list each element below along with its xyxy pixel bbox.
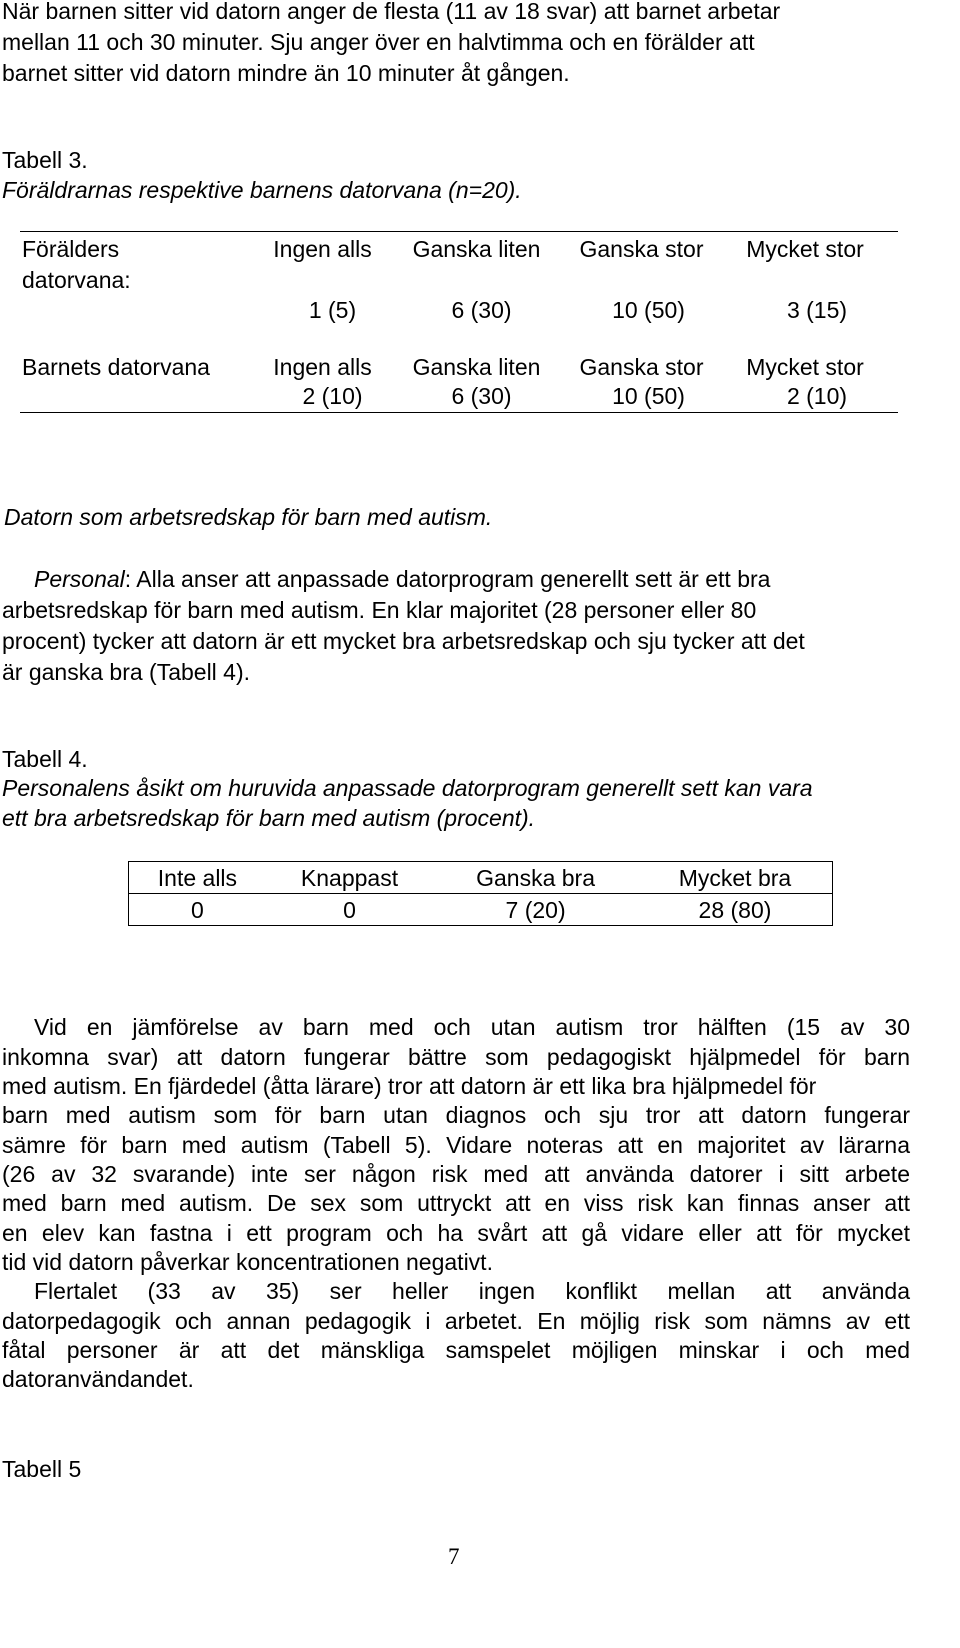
table3-header-1: Ingen alls xyxy=(273,236,372,262)
personal-line-1-rest: : Alla anser att anpassade datorprogram generellt sett är ett bra xyxy=(124,566,771,592)
para1-line-4: barn med autism som för barn utan diagnos och sju tror att datorn fungerar xyxy=(2,1102,910,1128)
intro-line-1: När barnen sitter vid datorn anger de flesta (11 av 18 svar) att barnet arbetar xyxy=(2,0,781,24)
table3-header-2: Ganska liten xyxy=(412,236,541,262)
table4-value-4: 28 (80) xyxy=(638,894,833,926)
table4-value-2: 0 xyxy=(266,894,433,926)
para1-line-7: med barn med autism. De sex som uttryckt att en viss risk kan finnas anser att xyxy=(2,1190,910,1216)
table4-label: Tabell 4. xyxy=(2,746,88,772)
table3-child-value-1: 2 (10) xyxy=(302,383,363,409)
table4-value-3: 7 (20) xyxy=(433,894,638,926)
personal-line-3: procent) tycker att datorn är ett mycket bra arbetsredskap och sju tycker att det xyxy=(2,628,805,654)
table3-parent-label-2: datorvana: xyxy=(22,267,131,293)
para1-line-1: Vid en jämförelse av barn med och utan autism tror hälften (15 av 30 xyxy=(34,1014,910,1040)
table3-parent-value-2: 6 (30) xyxy=(451,297,512,323)
table4-header-1: Inte alls xyxy=(129,862,266,894)
para1-line-6: (26 av 32 svarande) inte ser någon risk med att använda datorer i sitt arbete xyxy=(2,1161,910,1187)
para1-line-5: sämre för barn med autism (Tabell 5). Vidare noteras att en majoritet av lärarna xyxy=(2,1132,910,1158)
table3-top-rule xyxy=(20,231,898,232)
table3-child-header-1: Ingen alls xyxy=(273,354,372,380)
table3-header-4: Mycket stor xyxy=(746,236,864,262)
table4-value-row xyxy=(129,894,833,926)
intro-line-3: barnet sitter vid datorn mindre än 10 minuter åt gången. xyxy=(2,60,570,86)
personal-line-1 xyxy=(34,564,770,594)
personal-line-4: är ganska bra (Tabell 4). xyxy=(2,659,251,685)
personal-lead: Personal xyxy=(34,566,125,592)
table3-child-value-2: 6 (30) xyxy=(451,383,512,409)
table4-header-3: Ganska bra xyxy=(433,862,638,894)
table3-parent-value-4: 3 (15) xyxy=(786,297,848,323)
table3-bottom-rule xyxy=(20,412,898,413)
table3-child-value-3: 10 (50) xyxy=(612,383,685,409)
table4-header-row xyxy=(129,862,833,894)
table3-child-value-4: 2 (10) xyxy=(786,383,848,409)
para1-line-8: en elev kan fastna i ett program och ha svårt att gå vidare eller att för mycket xyxy=(2,1220,910,1246)
table4-value-1: 0 xyxy=(129,894,266,926)
table4-header-2: Knappast xyxy=(266,862,433,894)
table5-label: Tabell 5 xyxy=(2,1456,82,1482)
para1-line-2: inkomna svar) att datorn fungerar bättre som pedagogiskt hjälpmedel för barn xyxy=(2,1044,910,1070)
table3-label: Tabell 3. xyxy=(2,147,88,173)
para2-line-3: fåtal personer är att det mänskliga samspelet möjligen minskar i och med xyxy=(2,1337,910,1363)
para2-line-4: datoranvändandet. xyxy=(2,1366,194,1392)
para1-line-9: tid vid datorn påverkar koncentrationen negativt. xyxy=(2,1249,493,1275)
table4-caption-1: Personalens åsikt om huruvida anpassade datorprogram generellt sett kan vara xyxy=(2,775,813,801)
table3-parent-label-1: Förälders xyxy=(22,236,120,262)
para2-line-2: datorpedagogik och annan pedagogik i arbetet. En möjlig risk som nämns av ett xyxy=(2,1308,910,1334)
table3-child-header-3: Ganska stor xyxy=(579,354,704,380)
table4-header-4: Mycket bra xyxy=(638,862,833,894)
table4 xyxy=(128,861,833,926)
table3-child-header-4: Mycket stor xyxy=(746,354,864,380)
table3-header-3: Ganska stor xyxy=(579,236,704,262)
page-number: 7 xyxy=(448,1544,460,1569)
intro-line-2: mellan 11 och 30 minuter. Sju anger över en halvtimma och en förälder att xyxy=(2,29,755,55)
table3-parent-value-1: 1 (5) xyxy=(308,297,357,323)
personal-line-2: arbetsredskap för barn med autism. En klar majoritet (28 personer eller 80 xyxy=(2,597,757,623)
section-heading: Datorn som arbetsredskap för barn med autism. xyxy=(4,504,493,530)
table3-caption: Föräldrarnas respektive barnens datorvana (n=20). xyxy=(2,177,522,203)
table4-caption-2: ett bra arbetsredskap för barn med autism (procent). xyxy=(2,805,536,831)
table3-child-header-2: Ganska liten xyxy=(412,354,541,380)
table3-parent-value-3: 10 (50) xyxy=(612,297,685,323)
para1-line-3: med autism. En fjärdedel (åtta lärare) tror att datorn är ett lika bra hjälpmedel för xyxy=(2,1073,817,1099)
table3-child-label: Barnets datorvana xyxy=(22,354,210,380)
para2-line-1: Flertalet (33 av 35) ser heller ingen konflikt mellan att använda xyxy=(34,1278,910,1304)
